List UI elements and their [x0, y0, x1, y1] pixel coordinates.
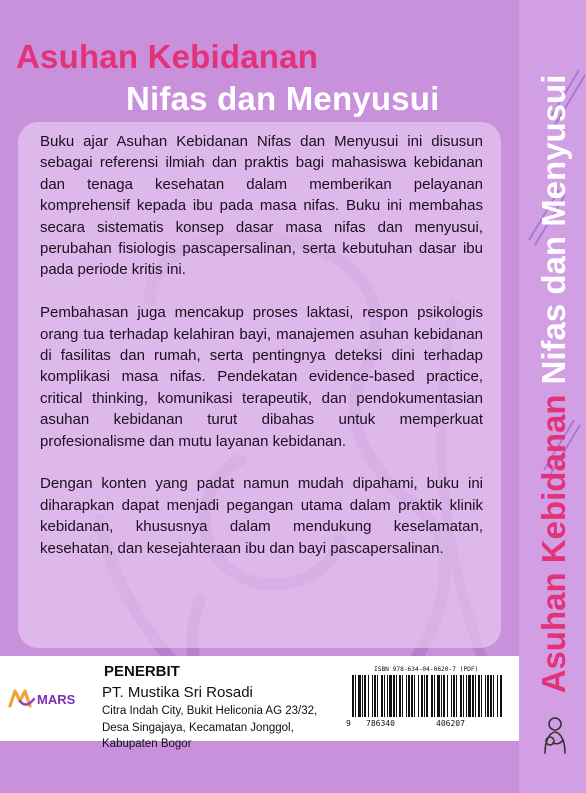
barcode-bar: [364, 675, 366, 717]
barcode-bar: [424, 675, 425, 717]
mother-baby-icon: [533, 713, 577, 757]
barcode-bar: [352, 675, 354, 717]
barcode-bar: [485, 675, 486, 717]
publisher-logo: [8, 687, 88, 709]
barcode-bar: [472, 675, 474, 717]
spine-title-part1: Asuhan Kebidanan: [535, 394, 572, 694]
barcode-bar: [493, 675, 494, 717]
barcode-bar: [453, 675, 455, 717]
isbn-text: ISBN 978-634-04-0620-7 (PDF): [374, 666, 479, 673]
barcode-bar: [362, 675, 363, 717]
barcode-bar: [377, 675, 378, 717]
barcode-digits-right: 406207: [436, 719, 465, 728]
barcode-bar: [406, 675, 407, 717]
barcode-bars: [352, 675, 504, 717]
spine-title: [535, 75, 573, 694]
publisher-address: Citra Indah City, Bukit Heliconia AG 23/32, Desa Singajaya, Kecamatan Jonggol, Kabupaten Bogor: [102, 705, 318, 750]
barcode-bar: [355, 675, 356, 717]
synopsis-paragraph-3: Dengan konten yang padat namun mudah dipahami, buku ini diharapkan dapat menjadi pegangan utama dalam praktik klinik kebidanan, khususnya dalam mendukung keselamatan, kesehatan, dan kesejahteraan ibu dan bayi pascapersalinan.: [40, 475, 483, 557]
barcode-bar: [463, 675, 464, 717]
barcode-bar: [481, 675, 482, 717]
barcode-bar: [414, 675, 415, 717]
spine-title-part2: Nifas dan Menyusui: [535, 74, 572, 385]
barcode-bar: [500, 675, 502, 717]
barcode-bar: [475, 675, 476, 717]
barcode-bar: [358, 675, 361, 717]
barcode-bar: [441, 675, 442, 717]
barcode-bar: [421, 675, 423, 717]
barcode-bar: [451, 675, 452, 717]
barcode-bar: [387, 675, 388, 717]
barcode-bar: [396, 675, 397, 717]
barcode-bar: [399, 675, 401, 717]
barcode-bar: [456, 675, 457, 717]
barcode-bar: [434, 675, 435, 717]
barcode-digits-left: 786340: [366, 719, 395, 728]
barcode-bar: [402, 675, 403, 717]
barcode-bar: [381, 675, 383, 717]
barcode-bar: [389, 675, 392, 717]
isbn-barcode: [346, 666, 508, 734]
barcode-bar: [368, 675, 369, 717]
cover-title-line2: Nifas dan Menyusui: [126, 80, 440, 117]
synopsis-paragraph-1: Buku ajar Asuhan Kebidanan Nifas dan Menyusui ini disusun sebagai referensi ilmiah dan praktis bagi mahasiswa kebidanan dan tenaga kesehatan dalam memberikan pelayanan komprehensif kepada ibu pada masa nifas. Buku ini membahas secara sistematis konsep dasar masa nifas dan menyusui, perubahan fisiologis pascapersalinan, serta kebutuhan dasar ibu pada periode kritis ini.: [40, 133, 483, 279]
barcode-bar: [466, 675, 467, 717]
barcode-bar: [411, 675, 413, 717]
synopsis-paragraph-2: Pembahasan juga mencakup proses laktasi, respon psikologis orang tua terhadap kelahiran bayi, manajemen asuhan kebidanan di fasilitas dan rumah, serta pentingnya deteksi dini terhadap komplikasi masa nifas. Pendekatan evidence-based practice, critical thinking, komunikasi terapeutik, dan pendokumentasian asuhan kebidanan turut dibahas untuk memperkuat profesionalisme dan mutu layanan kebidanan.: [40, 304, 483, 450]
barcode-digit-first: 9: [346, 719, 351, 728]
barcode-bar: [408, 675, 410, 717]
barcode-bar: [443, 675, 445, 717]
barcode-bar: [447, 675, 448, 717]
barcode-bar: [374, 675, 376, 717]
barcode-bar: [487, 675, 489, 717]
logo-text: MARS: [37, 692, 76, 707]
barcode-bar: [426, 675, 428, 717]
barcode-bar: [384, 675, 385, 717]
barcode-bar: [490, 675, 492, 717]
publisher-label: PENERBIT: [104, 663, 180, 680]
barcode-bar: [468, 675, 471, 717]
publisher-name: PT. Mustika Sri Rosadi: [102, 684, 253, 701]
synopsis-text: [40, 131, 483, 580]
barcode-bar: [460, 675, 462, 717]
barcode-bar: [372, 675, 373, 717]
cover-title-line1: Asuhan Kebidanan: [16, 38, 319, 75]
barcode-bar: [418, 675, 419, 717]
barcode-bar: [431, 675, 433, 717]
barcode-bar: [478, 675, 480, 717]
barcode-bar: [393, 675, 395, 717]
barcode-bar: [437, 675, 440, 717]
barcode-bar: [497, 675, 498, 717]
